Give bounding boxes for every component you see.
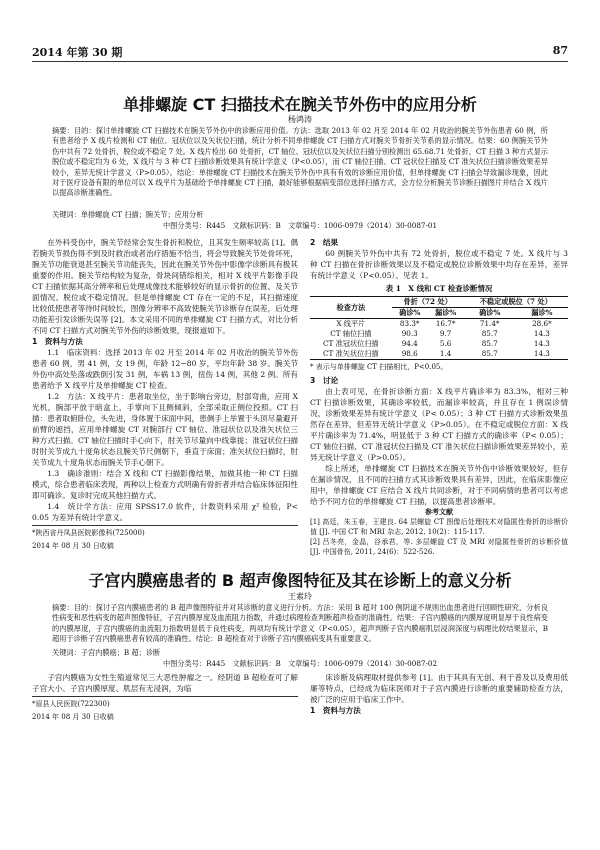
table-row	[310, 339, 568, 349]
table1-note: * 表示与单排螺旋 CT 扫描相比，P<0.05。	[310, 363, 448, 371]
page-number: 87	[552, 44, 568, 57]
article2-author: 王素玲	[288, 592, 312, 601]
journal-issue: 2014 年第 30 期	[32, 46, 123, 59]
table-cell: 71.4*	[479, 319, 500, 328]
article1-para-1-2: 1.2 方法：X 线平片：患者取坐位，坐于影响台旁边，肘部弯曲，应用 X 光机，腕部平放于暗盒上，手掌向下且侧倾斜，全部采取正侧位投照。CT 扫描：患者取俯卧位，头先进，身体置于床面中间，患侧手上举置于头顶尽量避开前臂的遮挡，应用单排螺旋 CT 对腕部行 CT 轴位、准冠状位以及准矢状位三种方式扫描。CT 轴位扫描时手心向下，肘关节尽量向中线靠拢；准冠状位扫描时肘关节成九十度角状态且腕关节尺侧朝下，垂直于床面；准矢状位扫描时，肘关节成九十度角状态而腕关节手心朝下。	[32, 392, 298, 467]
table1	[310, 296, 568, 360]
article1-author: 杨鸿涛	[288, 115, 312, 124]
article1-references	[310, 507, 568, 557]
references-heading: 参考文献	[425, 508, 453, 516]
article2-left-column	[32, 672, 298, 812]
table-cell: 9.7	[439, 329, 452, 338]
table1-subcol: 漏诊%	[516, 308, 568, 319]
table-cell-method: CT 准冠状位扫描	[323, 339, 379, 348]
table-cell-method: CT 准矢状位扫描	[310, 349, 392, 360]
article2-section1-heading: 1 资料与方法	[310, 706, 361, 715]
running-header	[32, 44, 568, 62]
table-cell-method: X 线平片	[336, 319, 366, 328]
table-row	[310, 329, 568, 339]
article2-footnote: *眉县人民医院(722300)	[32, 700, 110, 708]
article1-title: 单排螺旋 CT 扫描技术在腕关节外伤中的应用分析	[123, 95, 477, 114]
article1-right-column	[310, 237, 568, 564]
article1-keywords: 关键词：单排螺旋 CT 扫描；腕关节；应用分析	[52, 210, 204, 219]
table-cell: 85.7	[481, 339, 498, 348]
table-row	[310, 319, 568, 330]
table-cell: 5.6	[439, 339, 452, 348]
article1-received: 2014 年 08 月 30 日收稿	[32, 542, 114, 550]
article1-para-1-3: 1.3 确诊准则：结合 X 线和 CT 扫描影像结果，加做其他一种 CT 扫描模式，综合患者临床表现，两种以上检查方式明确有骨折者并结合临床体征阳性即可确诊。复诊时完成其他扫描方式。	[32, 469, 298, 500]
table1-subcol: 漏诊%	[428, 308, 464, 319]
table-cell: 14.3	[516, 349, 568, 360]
article2-received: 2014 年 08 月 30 日收稿	[32, 713, 114, 721]
table-cell-method: CT 轴位扫描	[330, 329, 372, 338]
article1-section2-heading: 2 结果	[310, 238, 339, 247]
table-cell: 14.3	[533, 329, 550, 338]
table1-title: 表 1 X 线和 CT 检查诊断情况	[385, 284, 493, 293]
table1-col-method: 检查方法	[310, 297, 392, 319]
article1-section3-heading: 3 讨论	[310, 376, 339, 385]
table-cell: 85.7	[481, 329, 498, 338]
article2-keywords: 关键词：子宫内膜癌；B 超；诊断	[52, 648, 161, 657]
footnote-divider	[32, 525, 298, 526]
table1-subcol: 确诊%	[392, 308, 428, 319]
article1-discussion-1: 由上表可见，在骨折诊断方面：X 线平片确诊率为 83.3%，相对三种 CT 扫描诊断效果，其确诊率较低，而漏诊率较高，并且存在 1 例误诊情况，诊断效果差异有统计学意义（P< 0.05）；3 种 CT 扫描方式诊断效果虽然存在差异，但差异无统计学意义（P>0.05）。在不稳定或脱位方面：X 线平片确诊率为 71.4%，明显低于 3 种 CT 扫描方式的确诊率（P< 0.05）；CT 轴位扫描、CT 准冠状位扫描及 CT 准矢状位扫描诊断效果差异较小，差异无统计学意义（P>0.05）。	[310, 387, 568, 462]
article1-left-column	[32, 237, 298, 579]
article1-classification: 中图分类号：R445 文献标识码：B 文章编号：1006-0979（2014）30-0087-01	[162, 221, 438, 230]
article2-classification: 中图分类号：R445 文献标识码：B 文章编号：1006-0979（2014）30-0087-02	[162, 659, 438, 668]
article2-right-column	[310, 672, 568, 812]
table-row	[310, 349, 568, 360]
article2-abstract: 摘要：目的：探讨子宫内膜癌患者的 B 超声像图特征并对其诊断的意义进行分析。方法：采用 B 超对 100 例阴道不规则出血患者进行回顾性研究，分析良性病变和恶性病变的超声图像特征，子宫内膜厚度及血流阻力指数，并通过病理检查判断超声检查的准确性。结果：子宫内膜癌的内膜厚度明显厚于良性病变的内膜厚度，子宫内膜癌的血流阻力指数明显低于良性病变，两项均有统计学意义（P<0.05），超声判断子宫内膜癌肌层浸润深度与病理比较结果显示，B 超用于诊断子宫内膜癌患者有较高的准确性。结论：B 超检查对于诊断子宫内膜癌病变具有重要意义。	[52, 603, 548, 644]
table-cell: 28.6*	[532, 319, 552, 328]
article1-para-1-4: 1.4 统计学方法：应用 SPSS17.0 软件，计数资料采用 χ² 检验，P< 0.05 为差异有统计学意义。	[32, 502, 298, 522]
article2-title: 子宫内膜癌患者的 B 超声像图特征及其在诊断上的意义分析	[88, 571, 512, 590]
article1-intro: 在外科受伤中，腕关节经常会发生骨折和脱位，且其发生频率较高 [1]。偶若腕关节损伤得不到及时救治或者治疗措施不恰当，将会导致腕关节处骨坏死，腕关节功能衰退甚至腕关节功能丧失，因此在腕关节外伤中影像学诊断具有极其重要的作用。腕关节结构较为复杂，骨块间错综相关，相对 X 线平片影像手段 CT 扫描依据其高分辨率和后处理成像技术能够较好的显示骨折的位置、及关节面情况、脱位或不稳定情况。但是单排螺旋 CT 存在一定的不足，其扫描速度比较低使患者等待时间较长，图像分辨率不高致使腕关节诊断存在误差，后处理功能差引发诊断失误等 [2]。本文采用不同的单排螺旋 CT 扫描方式，对比分析不同 CT 扫描方式对腕关节外伤的诊断效果，现报道如下。	[32, 238, 298, 335]
article1-discussion-2: 综上所述，单排螺旋 CT 扫描技术在腕关节外伤中诊断效果较好，但存在漏诊情况，且不同的扫描方式其诊断效果具有差异，因此，在临床影像应用中，单排螺旋 CT 应结合 X 线片共同诊断，对于不同病情的患者可以考虑给予不同方位的单排螺旋 CT 扫描，以提高患者诊断率。	[310, 464, 568, 506]
table1-subcol: 确诊%	[464, 308, 516, 319]
table-cell: 1.4	[428, 349, 464, 360]
table1-group-fracture: 骨折（72 处）	[392, 297, 464, 308]
article1-footnote: *陕西省丹凤县医院影像科(725000)	[32, 529, 145, 537]
table-cell: 83.3*	[399, 319, 420, 328]
reference-item: [2] 吕冬亮，金晶，谷承君，等. 多层螺旋 CT 及 MRI 对隐匿性骨折的诊断价值 [J]. 中国骨伤, 2011, 24(6)：522-526.	[310, 538, 568, 556]
table1-group-dislocation: 不稳定或脱位（7 处）	[464, 297, 568, 308]
article2-intro: 子宫内膜癌为女性生殖道常见三大恶性肿瘤之一。经阴道 B 超检查可了解子宫大小、子宫内膜厚度、肌层有无浸润，为临	[32, 673, 298, 693]
table-cell: 16.7*	[435, 319, 456, 328]
footnote-divider	[32, 696, 298, 697]
article1-section1-heading: 1 资料与方法	[32, 337, 83, 346]
table-cell: 98.6	[392, 349, 428, 360]
table-cell: 85.7	[464, 349, 516, 360]
article1-abstract: 摘要：目的：探讨单排螺旋 CT 扫描技术在腕关节外伤中的诊断应用价值。方法：选取 2013 年 02 月至 2014 年 02 月收治的腕关节外伤患者 60 例，所有患者给予 X 线片检测和 CT 轴位、冠状位以及矢状位扫描，统计分析不同单排螺旋 CT 扫描方式对腕关节骨折关节系的显示情况。结果：60 例腕关节外伤中共有 72 处骨折，脱位或不稳定 7 处。X 线片检出 60 处骨折，CT 轴位、冠状位以及矢状位扫描分别检测出 65.68.71 处骨折，CT 扫描 3 种方式显示脱位或不稳定均为 6 处，X 线片与 3 种 CT 扫描诊断效果具有统计学意义（P<0.05），而 CT 轴位扫描、CT 冠状位扫描及 CT 准矢状位扫描诊断效果差异较小，差异无统计学意义（P>0.05）。结论：单排螺旋 CT 扫描技术在腕关节外伤中具有有效的诊断应用价值，但单排螺旋 CT 扫描会导致漏诊现象，因此对于医疗设备有限的单位可以 X 线平片为基础给予单排螺旋 CT 扫描，最好能够根据病变部位选择扫描方式，会方位分析腕关节诊断扫描图片并结合 X 线片以提高诊断准确性。	[52, 126, 548, 198]
table-cell: 94.4	[401, 339, 418, 348]
table-cell: 90.3	[401, 329, 418, 338]
reference-item: [1] 高廷，朱玉春，王建良. 64 层螺旋 CT 图像后处理技术对隐匿性骨折的诊断价值 [J]. 中国 CT 和 MRI 杂志, 2012, 10(2)：115-117.	[310, 518, 568, 536]
article1-para-1-1: 1.1 临床资料：选择 2013 年 02 月至 2014 年 02 月收治的腕关节外伤患者 60 例，男 41 例，女 19 例，年龄 12~80 岁，平均年龄 38 岁。腕关节外伤中高处坠落或跌倒引发 31 例，车祸 13 例，扭伤 14 例，其他 2 例。所有患者给予 X 线平片及单排螺旋 CT 检查。	[32, 348, 298, 390]
article2-intro-continued: 床诊断及病理取材提供参考 [1]。由于其具有无创、利于普及以及费用低廉等特点，已经成为临床医师对于子宫内膜进行诊断的重要辅助检查方法，被广泛的应用于临床工作中。	[310, 673, 568, 704]
table-cell: 14.3	[533, 339, 550, 348]
article1-results: 60 例腕关节外伤中共有 72 处骨折，脱位或不稳定 7 处。X 线片与 3 种 CT 扫描在骨折诊断效果以及不稳定或脱位诊断效果中均存在差异，差异有统计学意义（P<0.05）。见表 1。	[310, 249, 568, 280]
